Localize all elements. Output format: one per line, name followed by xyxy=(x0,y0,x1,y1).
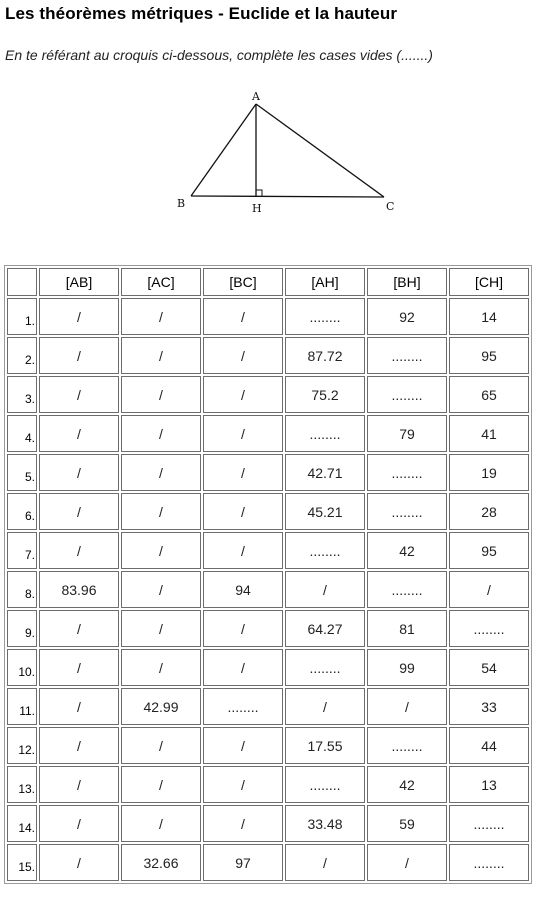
cell-ah: 33.48 xyxy=(285,805,365,842)
cell-ab: / xyxy=(39,454,119,491)
cell-bc: 97 xyxy=(203,844,283,881)
blank-cell-ch[interactable]: ........ xyxy=(449,610,529,647)
cell-ch: 95 xyxy=(449,532,529,569)
cell-bc: / xyxy=(203,532,283,569)
cell-bc: 94 xyxy=(203,571,283,608)
cell-bc: / xyxy=(203,454,283,491)
cell-ch: 33 xyxy=(449,688,529,725)
row-number: 4. xyxy=(7,415,37,452)
row-number: 9. xyxy=(7,610,37,647)
cell-ch: 54 xyxy=(449,649,529,686)
cell-ab: 83.96 xyxy=(39,571,119,608)
table-row xyxy=(7,727,529,764)
page-title: Les théorèmes métriques - Euclide et la hauteur xyxy=(5,4,398,23)
row-number: 10. xyxy=(7,649,37,686)
header-bc: [BC] xyxy=(203,268,283,296)
blank-cell-bh[interactable]: ........ xyxy=(367,727,447,764)
table-row xyxy=(7,805,529,842)
table-row xyxy=(7,415,529,452)
cell-ac: / xyxy=(121,376,201,413)
table-body xyxy=(7,298,529,881)
cell-ab: / xyxy=(39,649,119,686)
table-row xyxy=(7,649,529,686)
row-number: 14. xyxy=(7,805,37,842)
cell-ch: 95 xyxy=(449,337,529,374)
cell-bc: / xyxy=(203,610,283,647)
cell-bc: / xyxy=(203,376,283,413)
header-ab: [AB] xyxy=(39,268,119,296)
cell-ac: / xyxy=(121,454,201,491)
label-h: H xyxy=(252,202,262,215)
cell-ac: / xyxy=(121,571,201,608)
label-c: C xyxy=(386,200,395,213)
cell-ah: 45.21 xyxy=(285,493,365,530)
exercise-table xyxy=(4,265,532,884)
row-number: 11. xyxy=(7,688,37,725)
cell-ab: / xyxy=(39,532,119,569)
side-ab xyxy=(191,104,256,196)
blank-cell-ah[interactable]: ........ xyxy=(285,415,365,452)
side-ac xyxy=(256,104,384,197)
blank-cell-bh[interactable]: ........ xyxy=(367,376,447,413)
cell-ah: 87.72 xyxy=(285,337,365,374)
row-number: 12. xyxy=(7,727,37,764)
header-ch: [CH] xyxy=(449,268,529,296)
cell-bc: / xyxy=(203,415,283,452)
blank-cell-bc[interactable]: ........ xyxy=(203,688,283,725)
blank-cell-bh[interactable]: ........ xyxy=(367,337,447,374)
cell-ah: / xyxy=(285,844,365,881)
table-row xyxy=(7,688,529,725)
table-row xyxy=(7,766,529,803)
cell-ah: 75.2 xyxy=(285,376,365,413)
table-row xyxy=(7,571,529,608)
triangle-sketch xyxy=(170,86,410,216)
cell-bc: / xyxy=(203,298,283,335)
cell-bc: / xyxy=(203,493,283,530)
cell-ab: / xyxy=(39,337,119,374)
exercise-table-container xyxy=(4,265,532,884)
cell-ac: / xyxy=(121,493,201,530)
blank-cell-ch[interactable]: ........ xyxy=(449,805,529,842)
right-angle-mark xyxy=(256,190,262,196)
blank-cell-bh[interactable]: ........ xyxy=(367,571,447,608)
cell-ch: 14 xyxy=(449,298,529,335)
cell-ch: 28 xyxy=(449,493,529,530)
row-number: 2. xyxy=(7,337,37,374)
cell-ab: / xyxy=(39,298,119,335)
row-number: 1. xyxy=(7,298,37,335)
cell-ac: / xyxy=(121,610,201,647)
cell-bh: 99 xyxy=(367,649,447,686)
cell-bc: / xyxy=(203,337,283,374)
cell-ab: / xyxy=(39,688,119,725)
cell-bh: 59 xyxy=(367,805,447,842)
cell-ah: 42.71 xyxy=(285,454,365,491)
cell-ch: 44 xyxy=(449,727,529,764)
cell-ac: / xyxy=(121,805,201,842)
cell-bh: / xyxy=(367,688,447,725)
cell-bc: / xyxy=(203,805,283,842)
cell-ab: / xyxy=(39,493,119,530)
cell-ab: / xyxy=(39,766,119,803)
cell-ab: / xyxy=(39,844,119,881)
blank-cell-ch[interactable]: ........ xyxy=(449,844,529,881)
cell-bh: 81 xyxy=(367,610,447,647)
row-number: 7. xyxy=(7,532,37,569)
cell-bh: 92 xyxy=(367,298,447,335)
row-number: 5. xyxy=(7,454,37,491)
table-row xyxy=(7,493,529,530)
header-ah: [AH] xyxy=(285,268,365,296)
cell-ac: / xyxy=(121,337,201,374)
header-ac: [AC] xyxy=(121,268,201,296)
cell-ac: / xyxy=(121,415,201,452)
cell-ac: 42.99 xyxy=(121,688,201,725)
cell-ac: / xyxy=(121,766,201,803)
table-row xyxy=(7,454,529,491)
header-row xyxy=(7,268,529,296)
cell-bh: 42 xyxy=(367,532,447,569)
cell-bh: 79 xyxy=(367,415,447,452)
cell-ac: / xyxy=(121,649,201,686)
cell-ac: / xyxy=(121,298,201,335)
corner-cell xyxy=(7,268,37,296)
cell-ch: 13 xyxy=(449,766,529,803)
cell-ah: / xyxy=(285,571,365,608)
table-row xyxy=(7,610,529,647)
row-number: 15. xyxy=(7,844,37,881)
cell-bc: / xyxy=(203,727,283,764)
cell-ch: / xyxy=(449,571,529,608)
cell-ab: / xyxy=(39,415,119,452)
cell-ac: 32.66 xyxy=(121,844,201,881)
cell-bc: / xyxy=(203,649,283,686)
blank-cell-bh[interactable]: ........ xyxy=(367,493,447,530)
blank-cell-ah[interactable]: ........ xyxy=(285,298,365,335)
blank-cell-bh[interactable]: ........ xyxy=(367,454,447,491)
cell-ch: 41 xyxy=(449,415,529,452)
cell-ch: 65 xyxy=(449,376,529,413)
table-row xyxy=(7,376,529,413)
instructions: En te référant au croquis ci-dessous, complète les cases vides (.......) xyxy=(5,47,433,63)
cell-bh: / xyxy=(367,844,447,881)
row-number: 3. xyxy=(7,376,37,413)
cell-ab: / xyxy=(39,376,119,413)
label-b: B xyxy=(177,197,186,210)
cell-ac: / xyxy=(121,532,201,569)
blank-cell-ah[interactable]: ........ xyxy=(285,532,365,569)
side-bc xyxy=(191,196,384,197)
row-number: 13. xyxy=(7,766,37,803)
table-row xyxy=(7,532,529,569)
table-row xyxy=(7,337,529,374)
cell-ah: 64.27 xyxy=(285,610,365,647)
cell-ac: / xyxy=(121,727,201,764)
row-number: 6. xyxy=(7,493,37,530)
cell-ah: / xyxy=(285,688,365,725)
row-number: 8. xyxy=(7,571,37,608)
cell-ch: 19 xyxy=(449,454,529,491)
triangle-diagram xyxy=(170,86,410,216)
cell-ab: / xyxy=(39,610,119,647)
label-a: A xyxy=(252,90,260,103)
cell-bc: / xyxy=(203,766,283,803)
cell-ah: 17.55 xyxy=(285,727,365,764)
cell-ab: / xyxy=(39,805,119,842)
header-bh: [BH] xyxy=(367,268,447,296)
table-row xyxy=(7,844,529,881)
table-row xyxy=(7,298,529,335)
blank-cell-ah[interactable]: ........ xyxy=(285,766,365,803)
cell-ab: / xyxy=(39,727,119,764)
cell-bh: 42 xyxy=(367,766,447,803)
blank-cell-ah[interactable]: ........ xyxy=(285,649,365,686)
